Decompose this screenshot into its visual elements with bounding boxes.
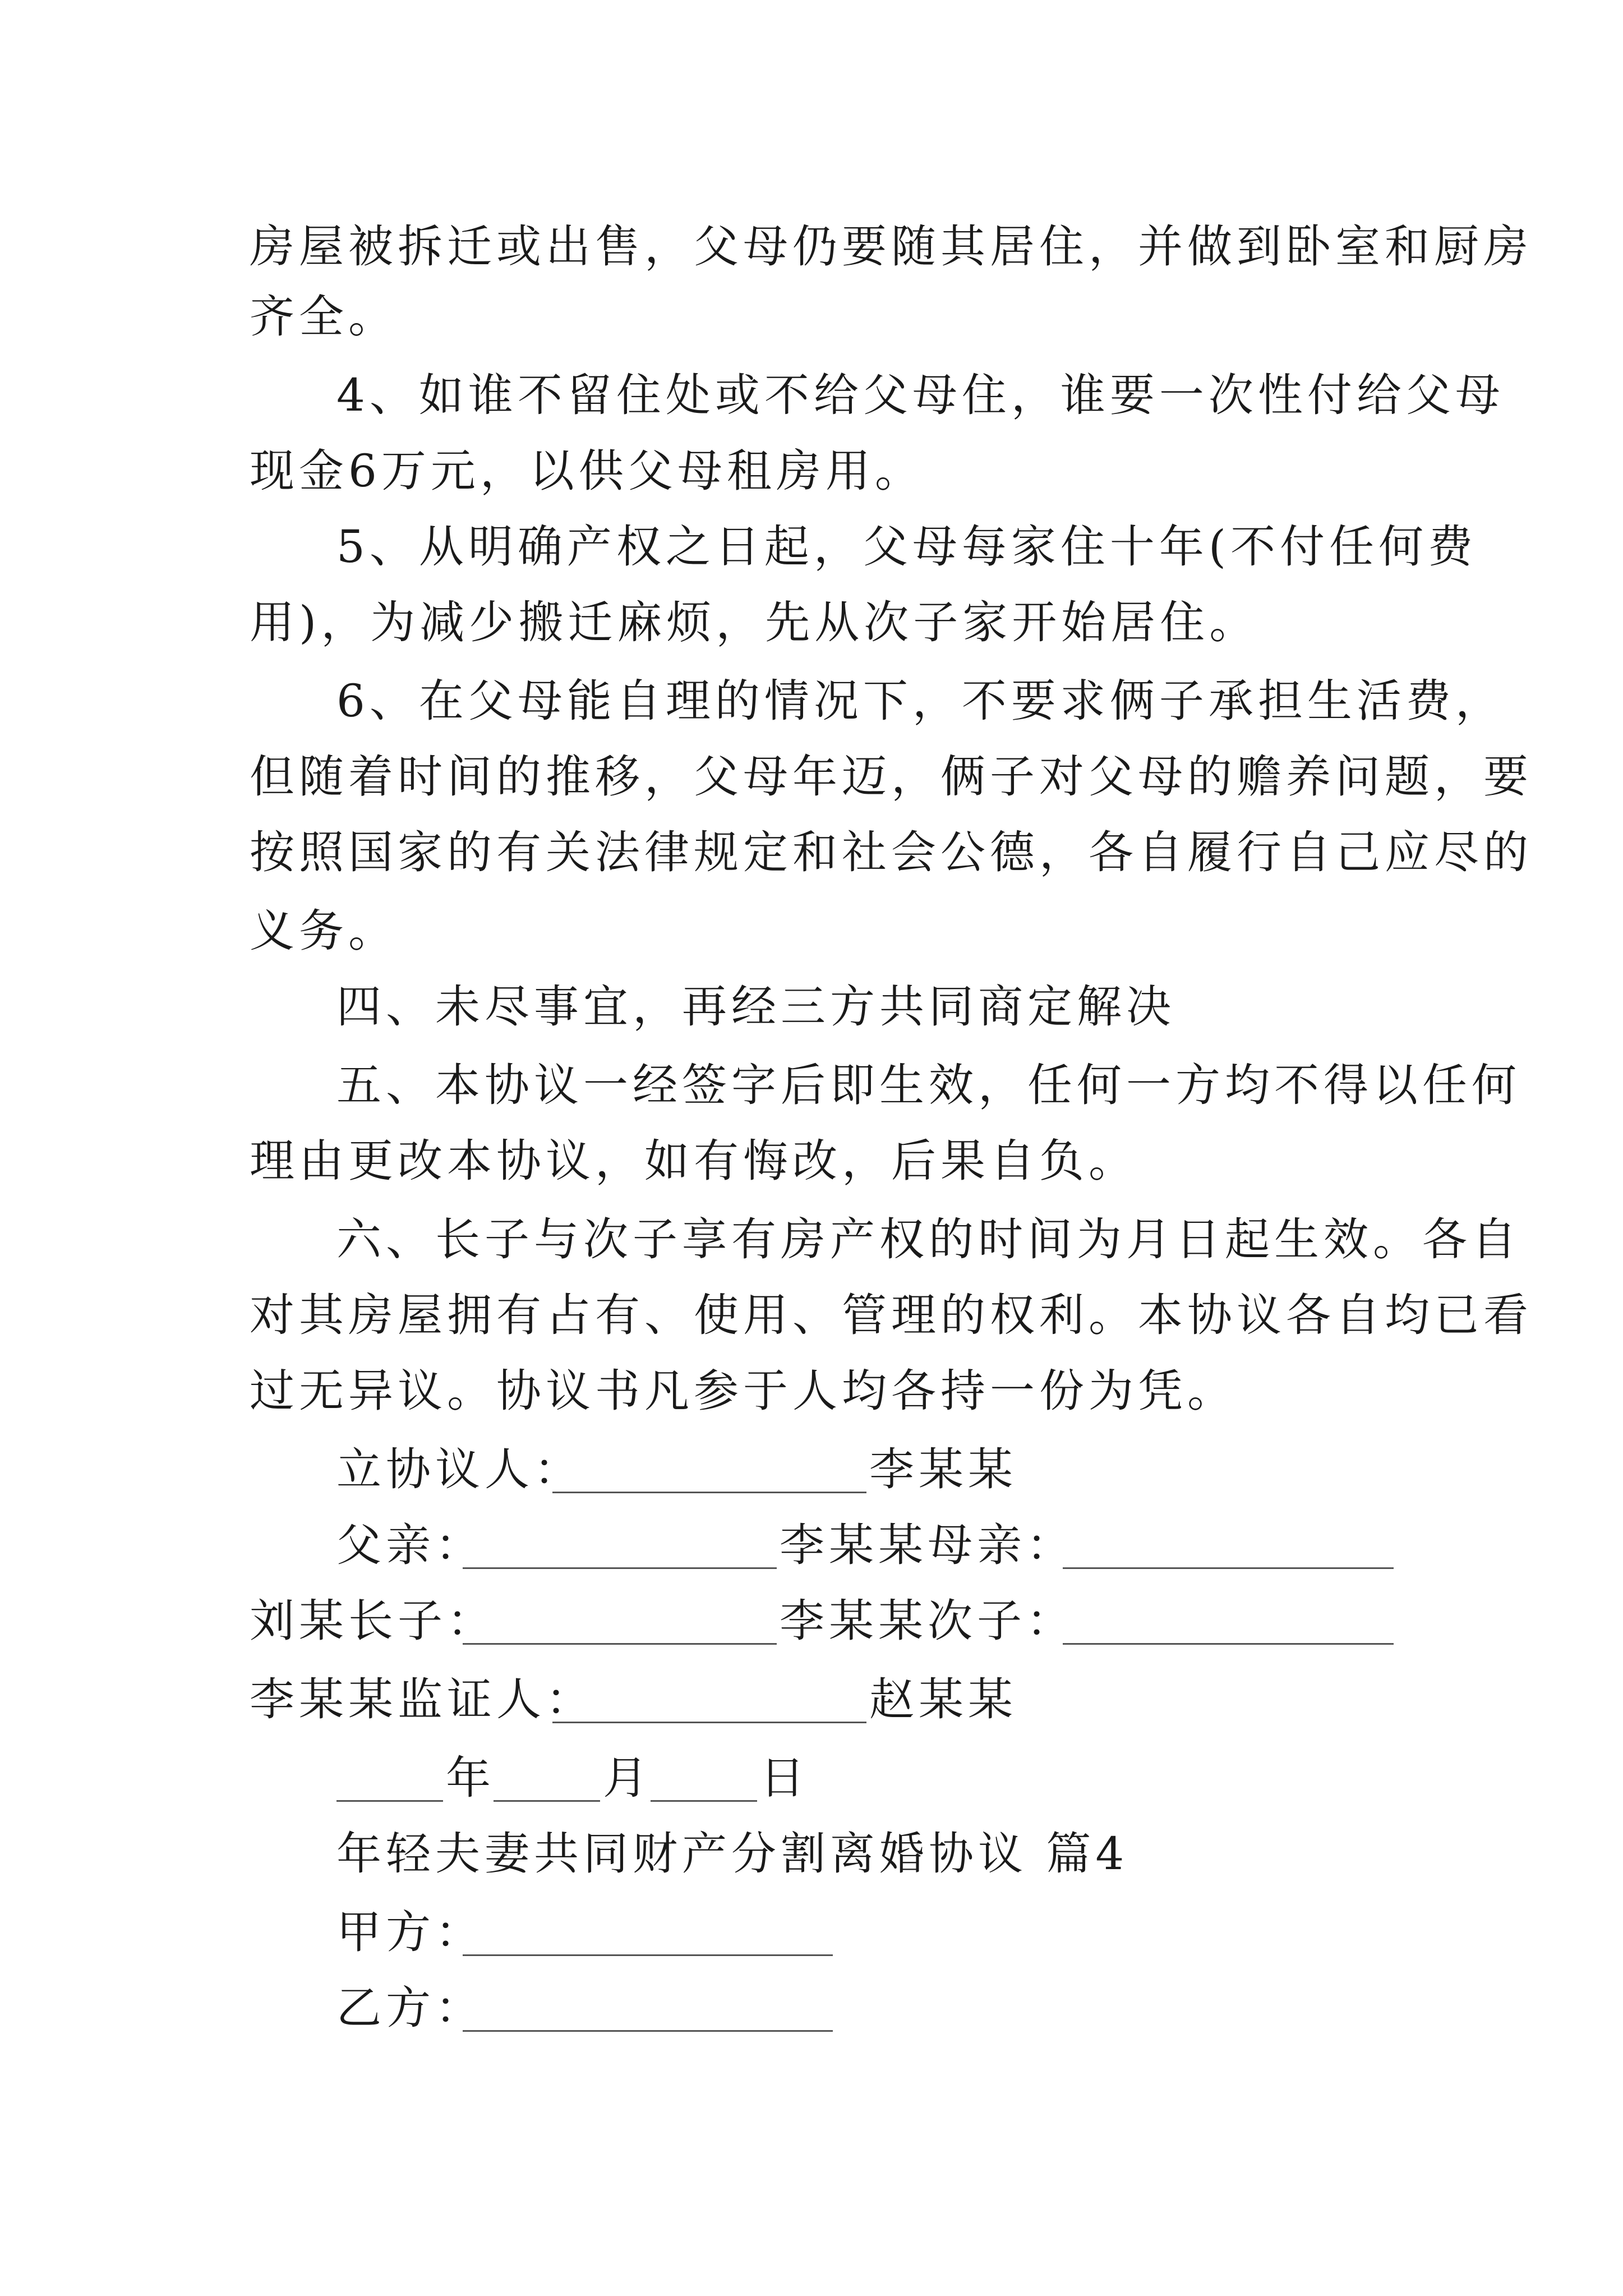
signature-row — [250, 1509, 1394, 1582]
day-label: 日 — [760, 1752, 809, 1804]
signature-blank[interactable] — [1063, 1567, 1394, 1569]
signature-name: 赵某某 — [869, 1673, 1017, 1726]
signature-row — [250, 1663, 1394, 1736]
paragraph-line: 5、从明确产权之日起，父母每家住十年(不付任何费 — [336, 521, 1478, 573]
signature-row — [250, 1433, 1394, 1506]
month-label: 月 — [603, 1752, 652, 1804]
paragraph-line: 五、本协议一经签字后即生效，任何一方均不得以任何 — [336, 1059, 1521, 1111]
paragraph-line: 齐全。 — [250, 291, 398, 343]
signature-blank[interactable] — [552, 1492, 866, 1493]
signature-label: 父亲： — [336, 1519, 485, 1571]
party-b-label: 乙方： — [336, 1982, 485, 2034]
paragraph-line: 但随着时间的推移，父母年迈，俩子对父母的赡养问题，要 — [250, 751, 1533, 803]
paragraph-line: 四、未尽事宜，再经三方共同商定解决 — [336, 981, 1175, 1033]
paragraph-line: 对其房屋拥有占有、使用、管理的权利。本协议各自均已看 — [250, 1289, 1533, 1341]
paragraph-line: 现金6万元，以供父母租房用。 — [250, 445, 924, 497]
date-row — [250, 1742, 1394, 1815]
signature-label: 李某某监证人： — [250, 1673, 595, 1726]
signature-blank[interactable] — [463, 1643, 777, 1645]
signature-blank[interactable] — [463, 1567, 777, 1569]
paragraph-line: 房屋被拆迁或出售，父母仍要随其居住，并做到卧室和厨房 — [250, 220, 1533, 273]
section-title: 年轻夫妻共同财产分割离婚协议 篇4 — [336, 1828, 1129, 1880]
signature-label: 刘某长子： — [250, 1595, 496, 1647]
paragraph-line: 义务。 — [250, 905, 398, 957]
paragraph-line: 4、如谁不留住处或不给父母住，谁要一次性付给父母 — [336, 369, 1505, 421]
paragraph-line: 按照国家的有关法律规定和社会公德，各自履行自己应尽的 — [250, 826, 1533, 878]
signature-blank[interactable] — [1063, 1643, 1394, 1645]
day-blank[interactable] — [651, 1800, 757, 1802]
year-label: 年 — [446, 1752, 495, 1804]
paragraph-line: 理由更改本协议，如有悔改，后果自负。 — [250, 1135, 1138, 1187]
signature-blank[interactable] — [552, 1722, 866, 1723]
signature-label: 李某某母亲： — [780, 1519, 1076, 1571]
signature-label: 立协议人： — [336, 1443, 583, 1496]
month-blank[interactable] — [494, 1800, 600, 1802]
paragraph-line: 用)，为减少搬迁麻烦，先从次子家开始居住。 — [250, 596, 1259, 648]
party-row — [250, 1896, 1394, 1969]
paragraph-line: 6、在父母能自理的情况下，不要求俩子承担生活费， — [336, 675, 1505, 727]
party-b-blank[interactable] — [463, 2030, 833, 2032]
paragraph-line: 过无异议。协议书凡参于人均各持一份为凭。 — [250, 1365, 1237, 1417]
signature-name: 李某某 — [869, 1443, 1017, 1496]
paragraph-line: 六、长子与次子享有房产权的时间为月日起生效。各自 — [336, 1213, 1521, 1266]
signature-label: 李某某次子： — [780, 1595, 1076, 1647]
year-blank[interactable] — [336, 1800, 443, 1802]
party-a-blank[interactable] — [463, 1954, 833, 1956]
signature-row — [250, 1585, 1394, 1658]
party-a-label: 甲方： — [336, 1906, 485, 1958]
party-row — [250, 1972, 1394, 2045]
